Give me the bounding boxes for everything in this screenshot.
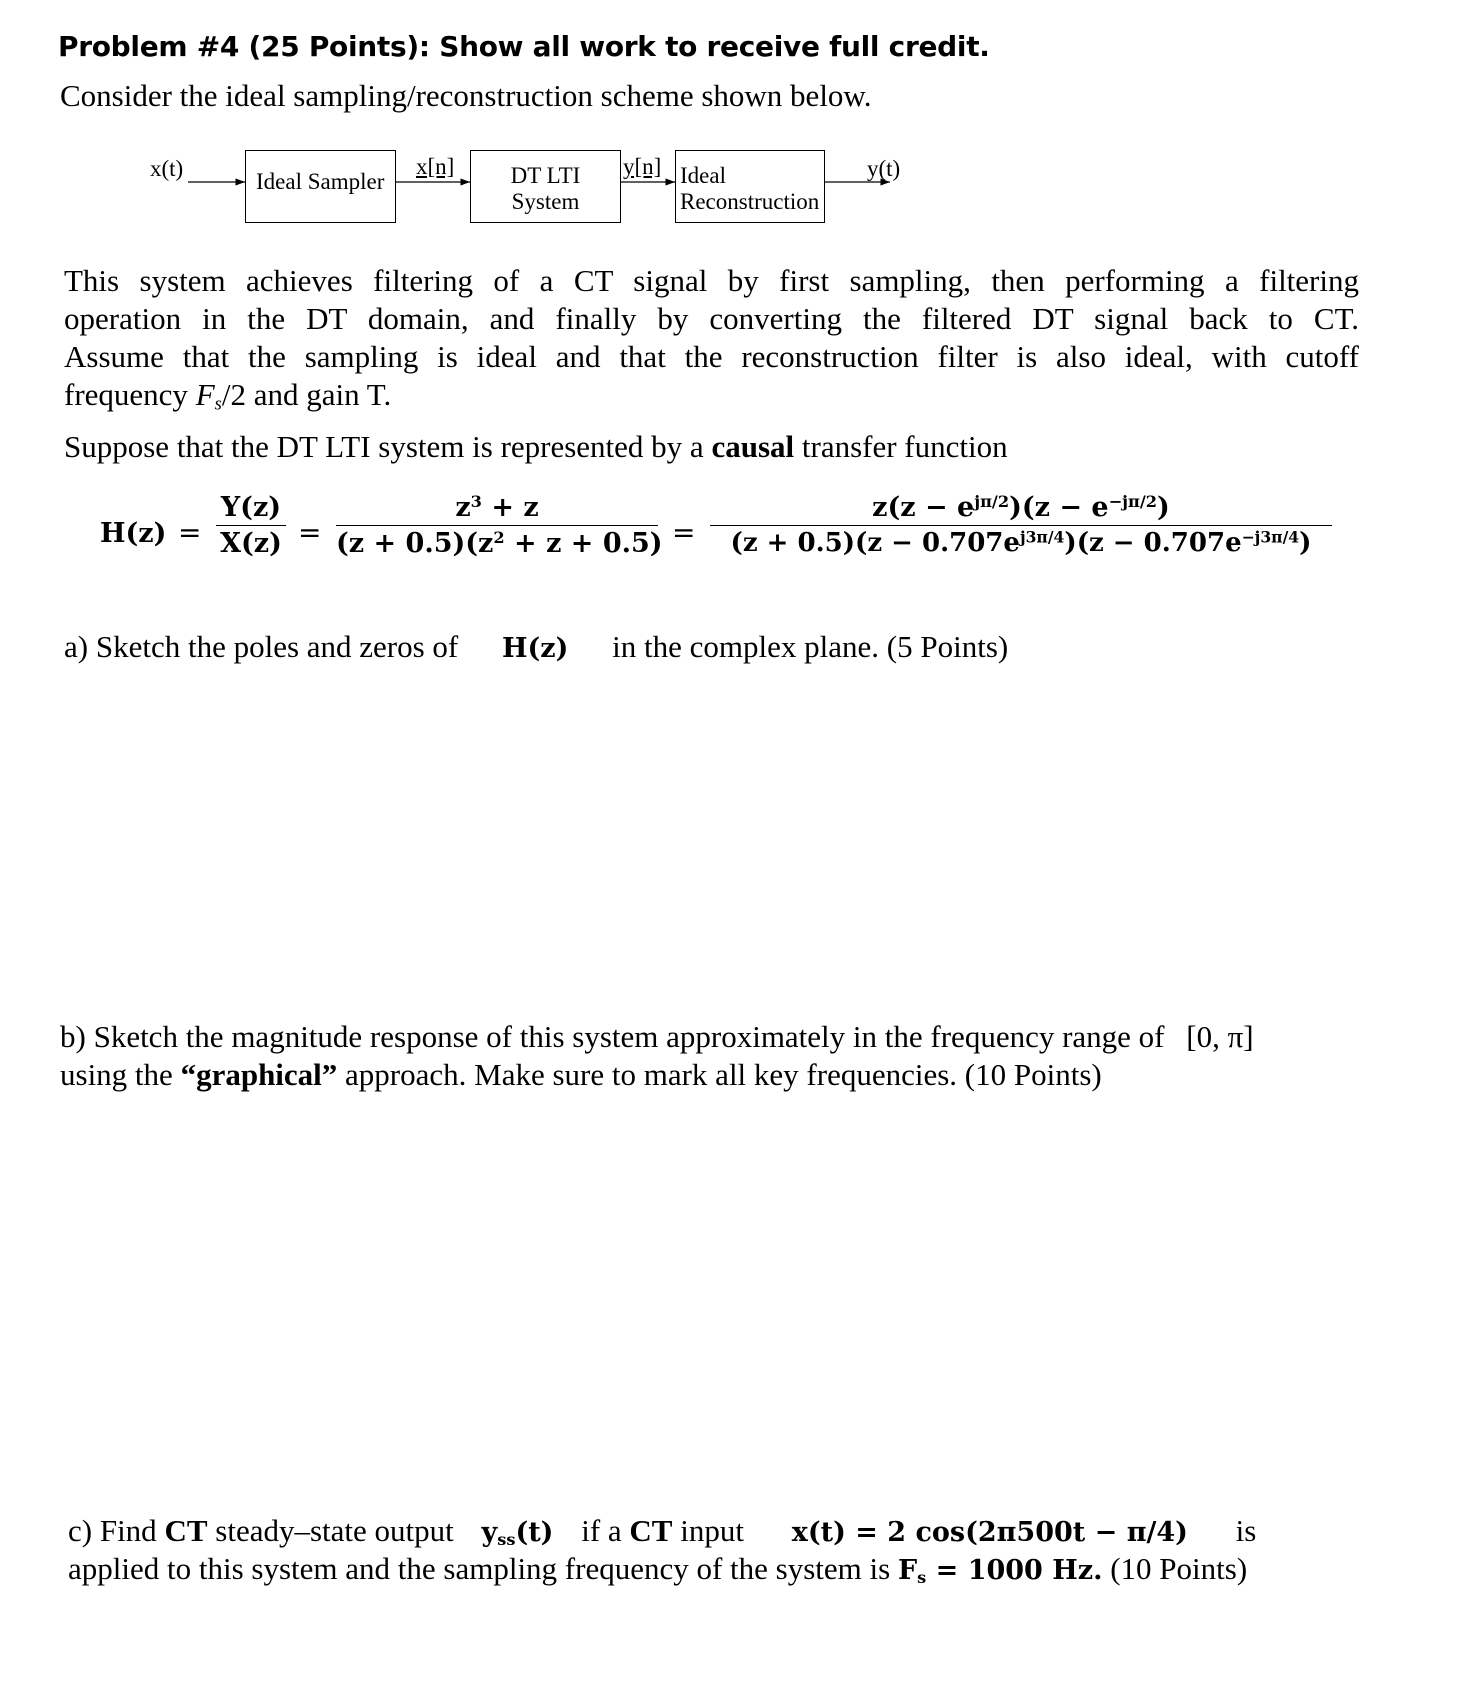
part-c-is: is — [1235, 1513, 1257, 1548]
part-b-line-1: b) Sketch the magnitude response of this system approximately in the frequency range of — [60, 1019, 1165, 1054]
lhs-h-z: H(z) — [100, 518, 167, 549]
part-c-input: input — [680, 1513, 744, 1548]
description-paragraph — [64, 262, 1359, 414]
part-c-ct-2: CT — [629, 1513, 673, 1548]
dt-lti-system-block — [470, 150, 621, 223]
fs-variable: F — [195, 377, 215, 412]
part-a-label: a) Sketch the poles and zeros of — [64, 629, 459, 664]
suppose-before: Suppose that the DT LTI system is represented by a — [64, 429, 712, 464]
part-b — [60, 1018, 1370, 1094]
fraction-3-numerator: $z(z - e^{j\pi/2})(z - e^{-j\pi/2})$ — [710, 492, 1332, 526]
part-c-fs — [898, 1555, 1103, 1586]
part-b-line-2a: using the — [60, 1057, 181, 1092]
dt-lti-label: DT LTI — [510, 163, 581, 188]
ideal-label: Ideal — [680, 163, 726, 188]
part-c-steady-state: steady–state output — [207, 1513, 454, 1548]
part-c-points: (10 Points) — [1102, 1551, 1248, 1586]
part-b-range: [0, π] — [1186, 1019, 1254, 1054]
equals-sign-1: = — [178, 516, 202, 549]
description-line-2: operation in the DT domain, and finally by converting the filtered DT signal back to CT. — [64, 301, 1359, 336]
description-line-3: Assume that the sampling is ideal and that the reconstruction filter is also ideal, with cutoff — [64, 339, 1359, 374]
fraction-polynomial — [336, 492, 663, 559]
system-label: System — [511, 189, 580, 214]
part-c-line-1 — [68, 1512, 1256, 1552]
part-c-find: c) Find — [68, 1513, 165, 1548]
fs-f: F — [897, 1555, 918, 1586]
fraction-1-numerator: Y(z) — [216, 492, 286, 526]
problem-title: Problem #4 (25 Points): Show all work to receive full credit. — [58, 30, 990, 63]
signal-x-t: x(t) — [150, 156, 184, 181]
equals-sign-3: = — [672, 516, 696, 549]
equation-lhs — [100, 518, 166, 549]
signal-y-n: y[n] — [623, 154, 662, 179]
fraction-3-denominator: $(z + 0.5)(z - 0.707e^{j3\pi/4})(z - 0.707e^{-j3\pi/4})$ — [730, 527, 1312, 558]
part-c-if-a: if a — [581, 1513, 622, 1548]
fraction-1-denominator: X(z) — [220, 528, 282, 559]
part-c-yss — [482, 1517, 554, 1548]
yss-arg: (t) — [515, 1517, 554, 1548]
part-a-rest: in the complex plane. (5 Points) — [612, 629, 1009, 664]
description-line-4 — [64, 376, 1359, 414]
fs-value: = 1000 Hz. — [926, 1555, 1103, 1586]
equals-sign-2: = — [298, 516, 322, 549]
part-b-line-2b: approach. Make sure to mark all key frequencies. (10 Points) — [337, 1057, 1102, 1092]
yss-y: y — [481, 1517, 498, 1548]
fs-subscript: s — [214, 393, 222, 415]
fraction-factored — [710, 492, 1332, 558]
part-a — [64, 628, 1008, 668]
suppose-after: transfer function — [794, 429, 1008, 464]
part-c-applied: applied to this system and the sampling frequency of the system is — [68, 1551, 898, 1586]
part-c-ct-1: CT — [164, 1513, 208, 1548]
causal-bold: causal — [711, 429, 795, 464]
ideal-sampler-block — [245, 150, 396, 223]
intro-text: Consider the ideal sampling/reconstruction scheme shown below. — [60, 78, 872, 113]
part-c-line-2 — [68, 1550, 1247, 1590]
signal-x-n: x[n] — [416, 154, 455, 179]
cutoff-gain-text: /2 and gain T. — [221, 377, 392, 412]
part-a-h-z: H(z) — [502, 633, 569, 664]
fraction-y-over-x — [216, 492, 286, 559]
part-c-x-t: x(t) = 2 cos(2π500t − π/4) — [791, 1517, 1188, 1548]
yss-sub: ss — [497, 1530, 516, 1550]
ideal-sampler-label: Ideal Sampler — [256, 169, 385, 194]
description-line-1: This system achieves filtering of a CT signal by first sampling, then performing a filtering — [64, 263, 1359, 298]
reconstruction-label: Reconstruction — [680, 189, 820, 214]
fraction-2-numerator: $z^3 + z$ — [336, 492, 658, 526]
ideal-reconstruction-block — [675, 150, 825, 223]
fraction-2-denominator: $(z + 0.5)(z^2 + z + 0.5)$ — [336, 528, 663, 559]
signal-y-t: y(t) — [867, 156, 901, 181]
frequency-text: frequency — [64, 377, 196, 412]
graphical-bold: “graphical” — [180, 1057, 338, 1092]
fs-sub: s — [917, 1568, 927, 1588]
suppose-text — [64, 428, 1008, 466]
